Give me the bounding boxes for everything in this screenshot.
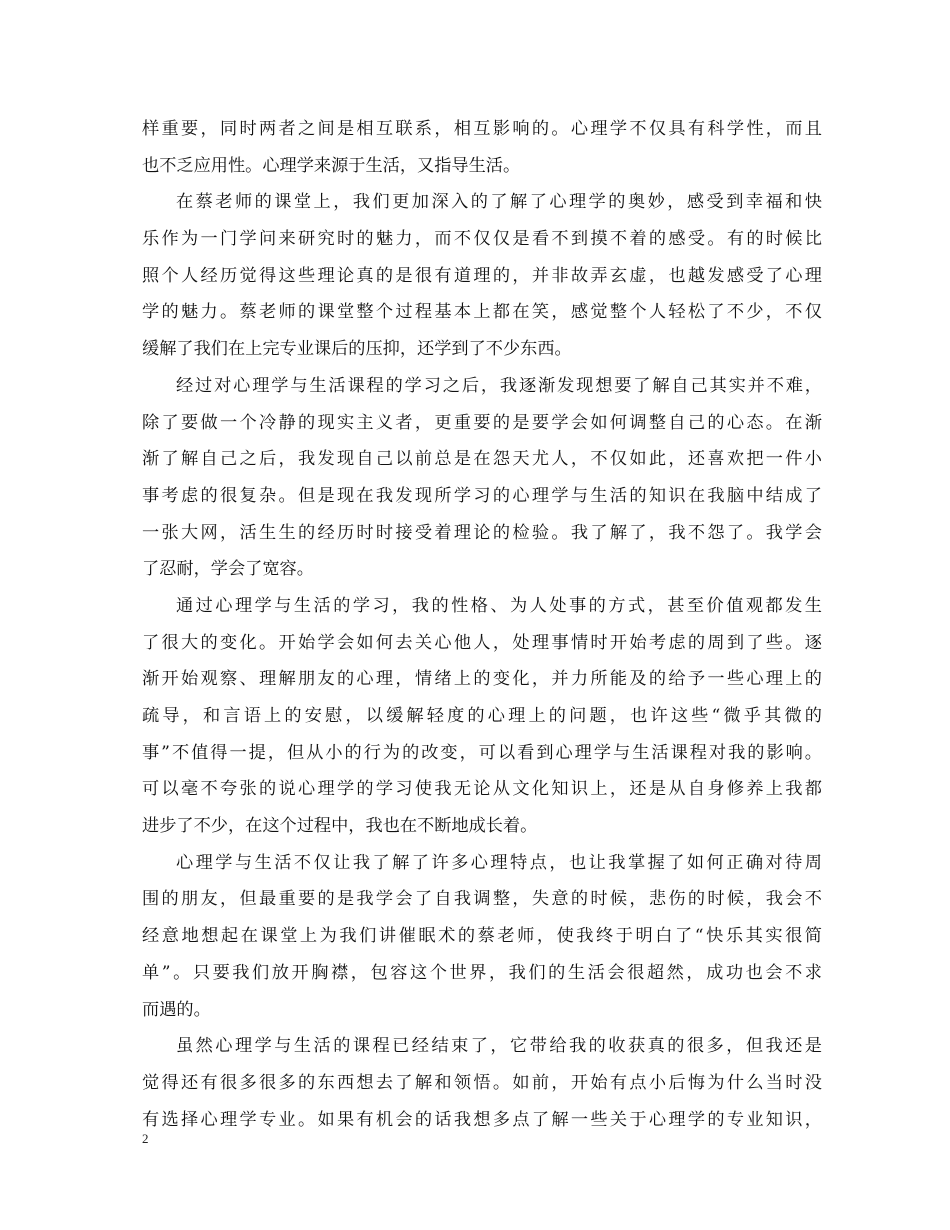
text-line: 经意地想起在课堂上为我们讲催眠术的蔡老师，使我终于明白了“快乐其实很简 — [142, 926, 822, 947]
text-line: 觉得还有很多很多的东西想去了解和领悟。如前，开始有点小后悔为什么当时没 — [142, 1072, 822, 1093]
text-line: 学的魅力。蔡老师的课堂整个过程基本上都在笑，感觉整个人轻松了不少，不仅 — [142, 302, 822, 323]
text-line: 可以毫不夸张的说心理学的学习使我无论从文化知识上，还是从自身修养上我都 — [142, 779, 822, 800]
text-line: 照个人经历觉得这些理论真的是很有道理的，并非故弄玄虚，也越发感受了心理 — [142, 265, 822, 286]
text-line: 缓解了我们在上完专业课后的压抑，还学到了不少东西。 — [142, 339, 572, 360]
text-line: 渐了解自己之后，我发现自己以前总是在怨天尤人，不仅如此，还喜欢把一件小 — [142, 449, 822, 470]
text-line: 乐作为一门学问来研究时的魅力，而不仅仅是看不到摸不着的感受。有的时候比 — [142, 229, 822, 250]
text-line: 单”。只要我们放开胸襟，包容这个世界，我们的生活会很超然，成功也会不求 — [142, 962, 822, 983]
text-line: 一张大网，活生生的经历时时接受着理论的检验。我了解了，我不怨了。我学会 — [142, 522, 822, 543]
text-line: 了忍耐，学会了宽容。 — [142, 559, 314, 580]
text-line: 除了要做一个冷静的现实主义者，更重要的是要学会如何调整自己的心态。在渐 — [142, 412, 822, 433]
text-line: 通过心理学与生活的学习，我的性格、为人处事的方式，甚至价值观都发生 — [176, 595, 822, 616]
paragraph — [142, 588, 822, 845]
text-line: 事”不值得一提，但从小的行为的改变，可以看到心理学与生活课程对我的影响。 — [142, 742, 822, 763]
text-line: 也不乏应用性。心理学来源于生活，又指导生活。 — [142, 155, 521, 176]
text-line: 疏导，和言语上的安慰，以缓解轻度的心理上的问题，也许这些“微乎其微的 — [142, 706, 822, 726]
text-line: 心理学与生活不仅让我了解了许多心理特点，也让我掌握了如何正确对待周 — [176, 852, 822, 873]
text-line: 了很大的变化。开始学会如何去关心他人，处理事情时开始考虑的周到了些。逐 — [142, 632, 822, 653]
text-line: 虽然心理学与生活的课程已经结束了，它带给我的收获真的很多，但我还是 — [176, 1036, 822, 1057]
page-number: 2 — [142, 1131, 149, 1146]
paragraph-continued — [142, 111, 822, 184]
text-line: 而遇的。 — [142, 999, 211, 1020]
text-line: 经过对心理学与生活课程的学习之后，我逐渐发现想要了解自己其实并不难， — [176, 375, 822, 396]
paragraph — [142, 184, 822, 367]
text-line: 在蔡老师的课堂上，我们更加深入的了解了心理学的奥妙，感受到幸福和快 — [176, 192, 822, 213]
body-text — [142, 111, 822, 1138]
text-line: 有选择心理学专业。如果有机会的话我想多点了解一些关于心理学的专业知识， — [142, 1109, 822, 1130]
paragraph — [142, 368, 822, 588]
paragraph — [142, 845, 822, 1028]
text-line: 渐开始观察、理解朋友的心理，情绪上的变化，并力所能及的给予一些心理上的 — [142, 669, 822, 690]
text-line: 样重要，同时两者之间是相互联系，相互影响的。心理学不仅具有科学性，而且 — [142, 119, 822, 139]
text-line: 围的朋友，但最重要的是我学会了自我调整，失意的时候，悲伤的时候，我会不 — [142, 889, 822, 910]
paragraph — [142, 1028, 822, 1138]
text-line: 事考虑的很复杂。但是现在我发现所学习的心理学与生活的知识在我脑中结成了 — [142, 485, 822, 506]
text-line: 进步了不少，在这个过程中，我也在不断地成长着。 — [142, 816, 538, 837]
